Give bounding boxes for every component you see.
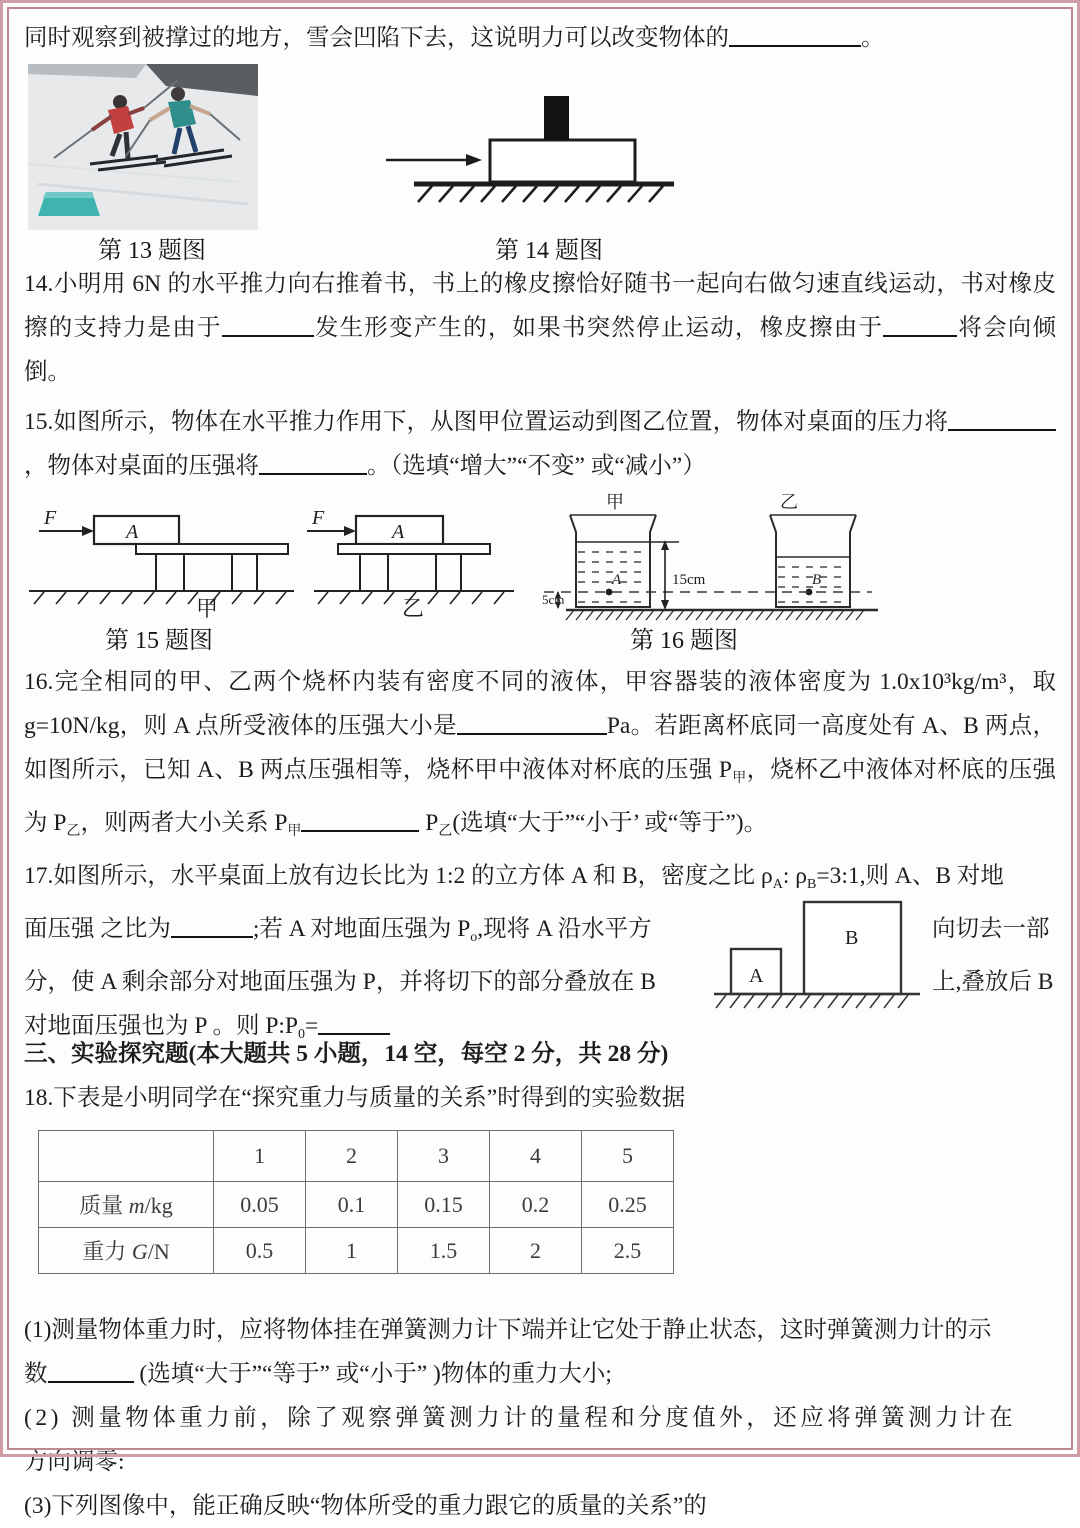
sub1-line1: (1)测量物体重力时，应将物体挂在弹簧测力计下端并让它处于静止状态，这时弹簧测力计的示 (24, 1317, 992, 1343)
subscript: 甲 (731, 771, 747, 786)
subscript: A (772, 877, 783, 892)
answer-blank (729, 25, 861, 47)
q17-segment: 面压强 之比为 (24, 916, 171, 942)
table-row-label (39, 1228, 214, 1274)
section-3-header: 三、实验探究题(本大题共 5 小题，14 空，每空 2 分，共 28 分) (24, 1041, 669, 1067)
q14-segment: 将会向倾倒。 (24, 315, 1057, 385)
label-symbol: m (128, 1193, 145, 1218)
q17-segment: ,现将 A 沿水平方 (477, 916, 652, 942)
q15-segment: 。（选填“增大”“不变” 或“减小”） (367, 453, 706, 479)
table-cell (39, 1131, 214, 1182)
label-text: 重力 (82, 1239, 132, 1264)
table-cell: 1 (214, 1131, 306, 1182)
table-cell: 2.5 (582, 1228, 674, 1274)
label-unit: /N (147, 1239, 170, 1264)
figure-row-13-14 (14, 60, 1066, 262)
answer-blank (171, 916, 253, 938)
figure-16-diagram (542, 492, 892, 626)
q17-segment: 17.如图所示，水平桌面上放有边长比为 1:2 的立方体 A 和 B，密度之比 ρ (24, 863, 773, 889)
sub1-line2 (24, 1352, 1056, 1396)
table-cell: 3 (398, 1131, 490, 1182)
figure-15-caption: 第 15 题图 (105, 628, 213, 654)
answer-blank (301, 810, 419, 832)
table-row-weight (39, 1228, 674, 1274)
table-cell: 2 (306, 1131, 398, 1182)
q17-segment: = (305, 1013, 319, 1039)
label-symbol: G (131, 1239, 148, 1264)
sub2-line1: (2) 测量物体重力前，除了观察弹簧测力计的量程和分度值外，还应将弹簧测力计在 (24, 1405, 1017, 1431)
sub-question-2 (14, 1396, 1066, 1484)
height-5cm-label: 5cm (542, 592, 565, 607)
height-15cm-label: 15cm (672, 572, 706, 588)
fig16-right-label: 乙 (780, 492, 798, 512)
cube-a-label: A (749, 965, 764, 987)
q17-segment: =3:1,则 A、B 对地 (816, 863, 1004, 889)
table-cell: 0.05 (214, 1182, 306, 1228)
sub-question-1 (14, 1308, 1066, 1396)
q17-right-fragment: 向切去一部 (932, 916, 1050, 942)
question-13-tail-text (24, 16, 1056, 60)
subscript: 0 (298, 1027, 305, 1042)
experiment-data-table (38, 1130, 674, 1274)
subscript: 乙 (438, 824, 453, 839)
answer-blank (948, 409, 1056, 431)
table-cell: 0.1 (306, 1182, 398, 1228)
label-text: 质量 (79, 1193, 129, 1218)
table-header-row (39, 1131, 674, 1182)
intro-text: 同时观察到被撑过的地方，雪会凹陷下去，这说明力可以改变物体的 (24, 25, 729, 51)
answer-blank (222, 315, 314, 337)
q17-segment: : ρ (782, 863, 807, 889)
answer-blank (318, 1013, 390, 1035)
block-label: A (126, 521, 139, 543)
q17-right-fragment: 上,叠放后 B (932, 969, 1054, 995)
table-cell: 5 (582, 1131, 674, 1182)
q17-segment: 分，使 A 剩余部分对地面压强为 P，并将切下的部分叠放在 B (24, 969, 656, 995)
question-16-text (24, 660, 1056, 854)
table-cell: 4 (490, 1131, 582, 1182)
q16-segment: Pa。若距离杯底同一高度处有 A、B 两点，如图所示，已知 A、B 两点压强相等，烧杯甲中液体对杯底的压强 P (24, 713, 1056, 783)
answer-blank (48, 1361, 134, 1383)
table-cell: 2 (490, 1228, 582, 1274)
q16-segment: (选填“大于”“小于’ 或“等于”)。 (452, 810, 768, 836)
question-18-intro: 18.下表是小明同学在“探究重力与质量的关系”时得到的实验数据 (24, 1085, 686, 1111)
figure-14-caption: 第 14 题图 (495, 238, 603, 264)
table-cell: 0.25 (582, 1182, 674, 1228)
q16-segment: 16.完全相同的甲、乙两个烧杯内装有密度不同的液体，甲容器装的液体密度为 1.0x10³kg/m³，取 g=10N/kg，则 A 点所受液体的压强大小是 (24, 669, 1056, 739)
block-label: A (392, 521, 405, 543)
question-14-text (24, 262, 1056, 394)
point-b-label: B (812, 572, 822, 588)
figure-17-diagram (706, 886, 926, 1028)
q16-segment: ，则两者大小关系 P (80, 810, 288, 836)
table-row-label (39, 1182, 214, 1228)
sub2-line2: 方向调零: (24, 1449, 125, 1475)
q15-segment: 15.如图所示，物体在水平推力作用下，从图甲位置运动到图乙位置，物体对桌面的压力将 (24, 409, 948, 435)
sub1-segment: 数 (24, 1361, 48, 1387)
sub-question-3: (3)下列图像中，能正确反映“物体所受的重力跟它的质量的关系”的 (24, 1493, 707, 1519)
question-15-text (24, 400, 1056, 488)
figure-14-diagram (374, 88, 684, 218)
q16-segment: P (419, 810, 439, 836)
table-cell: 1.5 (398, 1228, 490, 1274)
subscript: B (807, 877, 817, 892)
sub1-segment: (选填“大于”“等于” 或“小于” )物体的重力大小; (133, 1361, 612, 1387)
point-a-label: A (612, 572, 622, 588)
page-content (14, 12, 1066, 1519)
cube-b-label: B (845, 927, 859, 949)
subscript: 乙 (66, 824, 81, 839)
table-cell: 0.15 (398, 1182, 490, 1228)
question-17-block (14, 854, 1066, 1042)
subscript: 甲 (287, 824, 302, 839)
table-cell: 1 (306, 1228, 398, 1274)
q17-segment: ;若 A 对地面压强为 P (252, 916, 471, 942)
fig15-left-label: 甲 (196, 596, 219, 621)
q14-segment: 14.小明用 6N 的水平推力向右推着书，书上的橡皮擦恰好随书一起向右做匀速直线运动，书对橡皮擦的支持力是由于 (24, 271, 1056, 341)
figure-13-caption: 第 13 题图 (98, 238, 206, 264)
table-cell: 0.2 (490, 1182, 582, 1228)
q15-segment: ，物体对桌面的压强将 (24, 453, 259, 479)
intro-period: 。 (861, 25, 885, 51)
force-label: F (44, 507, 57, 529)
fig15-right-label: 乙 (402, 596, 425, 621)
fig16-left-label: 甲 (606, 492, 624, 512)
q17-segment: 对地面压强也为 P 。则 P:P (24, 1013, 298, 1039)
table-cell: 0.5 (214, 1228, 306, 1274)
q14-segment: 发生形变产生的，如果书突然停止运动，橡皮擦由于 (313, 315, 884, 341)
figure-16-caption: 第 16 题图 (630, 628, 738, 654)
answer-blank (457, 713, 607, 735)
subscript: o (470, 930, 478, 945)
q16-segment: ，烧杯乙中液体对杯底的压强为 P (24, 757, 1057, 836)
force-label: F (312, 507, 325, 529)
table-row-mass (39, 1182, 674, 1228)
figure-row-15-16 (14, 492, 1066, 660)
answer-blank (259, 453, 367, 475)
answer-blank (883, 315, 957, 337)
skiers-photo (28, 64, 258, 230)
label-unit: /kg (144, 1193, 173, 1218)
figure-15-diagram (14, 498, 554, 620)
